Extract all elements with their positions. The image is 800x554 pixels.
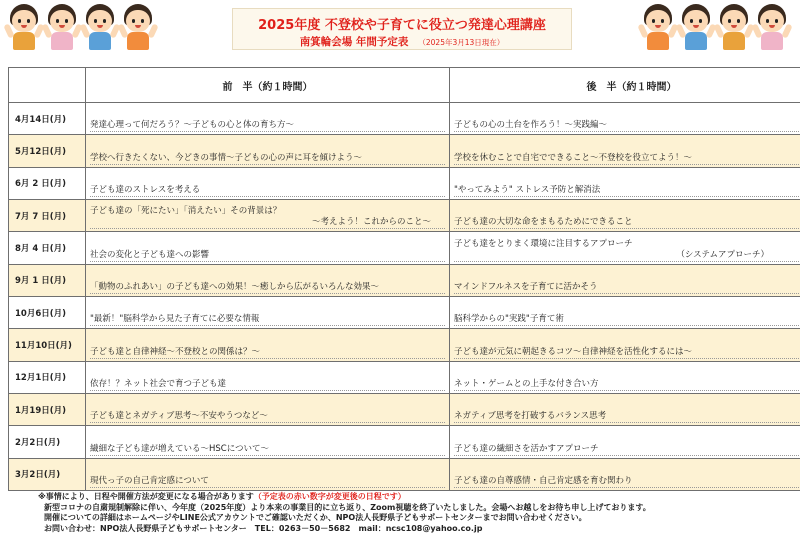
first-half-topic [86,393,450,425]
second-half-topic-line: ネガティブ思考を打破するバランス思考 [454,411,607,422]
first-half-topic-line: "最新！"脳科学から見た子育てに必要な情報 [90,314,260,325]
table-row [9,264,800,296]
second-half-topic [450,135,800,167]
title-box [232,8,572,50]
schedule-table [8,67,800,491]
page-title: 2025年度 不登校や子育てに役立つ発達心理講座 [258,18,546,33]
first-half-topic [86,103,450,135]
left-child-icon [44,2,80,52]
table-row [9,199,800,231]
second-half-topic-line: 子ども達の自尊感情・自己肯定感を育む関わり [454,476,633,486]
notes-change-notice: ※事情により、日程や開催方法が変更になる場合があります [38,492,254,501]
table-row [9,393,800,425]
dotted-underline [90,261,445,262]
header-second-half: 後 半（約１時間） [450,68,800,103]
first-half-topic [86,296,450,328]
second-half-topic [450,361,800,393]
notes-line-1 [38,492,796,503]
first-half-topic-line: 子ども達のストレスを考える [90,184,201,195]
children-illustration-left [6,2,156,52]
left-child-icon [6,2,42,52]
table-row [9,167,800,199]
session-date: 5月12日(月) [9,135,86,167]
venue-label: 南箕輪会場 年間予定表 [299,36,409,48]
second-half-topic [450,264,800,296]
second-half-topic-line: 学校を休むことで自宅でできること～不登校を役立てよう！～ [454,152,693,163]
first-half-topic-line: 子ども達とネガティブ思考～不安やうつなど～ [90,411,268,422]
first-half-topic [86,264,450,296]
session-date: 4月14日(月) [9,103,86,135]
first-half-topic-line: ～考えよう！これからのこと～ [311,217,431,228]
session-date: 10月6日(月) [9,296,86,328]
second-half-topic-line: 脳科学からの"実践"子育て術 [454,314,564,325]
dotted-underline [90,131,445,132]
dotted-underline [454,293,800,294]
schedule-body [9,103,800,491]
session-date: 2月2日(月) [9,426,86,458]
session-date: 7月 7 日(月) [9,199,86,231]
session-date: 12月1日(月) [9,361,86,393]
dotted-underline [454,455,800,456]
dotted-underline [454,131,800,132]
second-half-topic-line: "やってみよう" ストレス予防と解消法 [454,184,601,195]
session-date: 6月 2 日(月) [9,167,86,199]
second-half-topic [450,296,800,328]
first-half-topic [86,167,450,199]
table-row [9,135,800,167]
table-row [9,103,800,135]
first-half-topic-line: 「動物のふれあい」の子ども達への効果！～癒しから広がるいろんな効果～ [90,281,380,292]
first-half-topic [86,329,450,361]
first-half-topic-line: 発達心理って何だろう？～子どもの心と体の育ち方～ [90,120,295,131]
dotted-underline [90,487,445,488]
dotted-underline [454,228,800,229]
second-half-topic-line: 子どもの心の土台を作ろう！～実践編～ [454,120,608,131]
first-half-topic [86,458,450,490]
notes-block [38,492,796,534]
first-half-topic-line: 学校へ行きたくない、今どきの事情～子どもの心の声に耳を傾けよう～ [90,152,363,163]
dotted-underline [90,455,445,456]
dotted-underline [90,358,445,359]
second-half-topic-line: 子ども達が元気に朝起きるコツ～自律神経を活性化するには～ [454,346,693,357]
dotted-underline [454,196,800,197]
dotted-underline [90,325,445,326]
second-half-topic-line: マインドフルネスを子育てに活かそう [454,281,598,292]
notes-line-3: 開催についての詳細はホームページやLINE公式アカウントでご確認いただくか、NPO法人長野県子どもサポートセンターまでお問い合わせください。 [44,513,587,522]
second-half-topic [450,393,800,425]
second-half-topic-line: 子ども達をとりまく環境に注目するアプローチ [454,238,633,249]
right-child-icon [640,2,676,52]
table-row [9,458,800,490]
right-child-icon [716,2,752,52]
dotted-underline [454,358,800,359]
second-half-topic [450,458,800,490]
date-note: （2025年3月13日現在） [418,38,505,47]
second-half-topic-line: （システムアプローチ） [676,249,769,260]
dotted-underline [454,261,800,262]
session-date: 8月 4 日(月) [9,232,86,264]
notes-change-notice-red: （予定表の赤い数字が変更後の日程です） [253,492,406,501]
second-half-topic [450,167,800,199]
first-half-topic-line: 繊細な子ども達が増えている～HSCについて～ [90,443,270,454]
session-date: 3月2日(月) [9,458,86,490]
first-half-topic-line: 依存！？ネット社会で育つ子ども達 [90,378,227,389]
second-half-topic-line: 子ども達の大切な命をまもるためにできること [454,217,633,228]
dotted-underline [90,164,445,165]
header-corner [9,68,86,103]
second-half-topic [450,103,800,135]
first-half-topic-line: 子ども達と自律神経～不登校との関係は？～ [90,346,261,357]
header-banner [0,0,800,58]
dotted-underline [454,487,800,488]
second-half-topic-line: 子ども達の繊細さを活かすアプローチ [454,443,599,454]
first-half-topic [86,199,450,231]
header-first-half: 前 半（約１時間） [86,68,450,103]
dotted-underline [90,228,445,229]
first-half-topic-line: 現代っ子の自己肯定感について [90,476,209,486]
table-row [9,361,800,393]
notes-line-2: 新型コロナの自粛規制解除に伴い、今年度（2025年度）より本来の事業目的に立ち返り、Zoom視聴を終了いたしました。会場へお越しをお待ち申し上げております。 [44,502,651,512]
first-half-topic-line: 社会の変化と子ども達への影響 [90,249,210,260]
dotted-underline [90,293,445,294]
second-half-topic-line: ネット・ゲームとの上手な付き合い方 [454,378,599,389]
right-child-icon [754,2,790,52]
dotted-underline [454,422,800,423]
session-date: 9月 1 日(月) [9,264,86,296]
dotted-underline [454,164,800,165]
first-half-topic-line: 子ども達の「死にたい」「消えたい」その背景は？ [90,206,282,217]
first-half-topic [86,232,450,264]
first-half-topic [86,135,450,167]
dotted-underline [90,390,445,391]
right-child-icon [678,2,714,52]
session-date: 11月10日(月) [9,329,86,361]
dotted-underline [454,325,800,326]
first-half-topic [86,361,450,393]
page-subtitle [233,34,571,49]
left-child-icon [82,2,118,52]
second-half-topic [450,426,800,458]
second-half-topic [450,199,800,231]
session-date: 1月19日(月) [9,393,86,425]
second-half-topic [450,232,800,264]
dotted-underline [90,196,445,197]
second-half-topic [450,329,800,361]
notes-line-4: お問い合わせ：NPO法人長野県子どもサポートセンター TEL：0263－50－5682 mail：ncsc108@yahoo.co.jp [44,523,483,533]
left-child-icon [120,2,156,52]
table-row [9,232,800,264]
children-illustration-right [640,2,790,52]
table-row [9,296,800,328]
table-row [9,426,800,458]
table-row [9,329,800,361]
dotted-underline [90,422,445,423]
table-header-row [9,68,800,103]
first-half-topic [86,426,450,458]
dotted-underline [454,390,800,391]
